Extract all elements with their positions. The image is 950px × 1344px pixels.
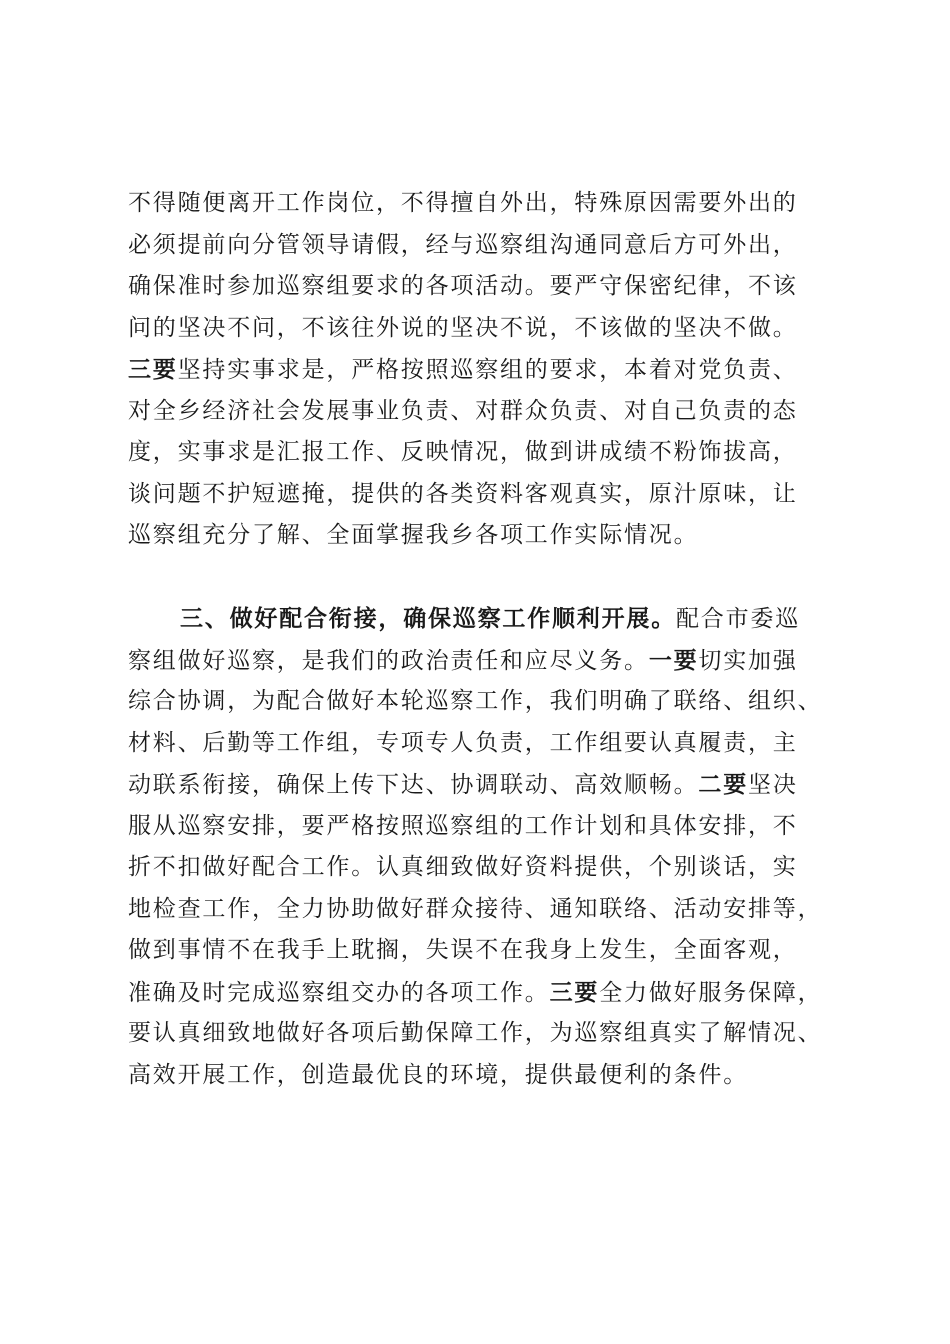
text-line xyxy=(128,640,828,682)
text-line: 必须提前向分管领导请假，经与巡察组沟通同意后方可外出， xyxy=(128,231,798,258)
text-line xyxy=(128,764,828,806)
bold-marker-san-yao: 三要 xyxy=(549,978,600,1006)
text-line: 高效开展工作，创造最优良的环境，提供最便利的条件。 xyxy=(128,1061,748,1088)
paragraph-1 xyxy=(128,183,828,557)
paragraph-2 xyxy=(128,598,828,1096)
text-line: 谈问题不护短遮掩，提供的各类资料客观真实，原汁原味，让 xyxy=(128,480,798,507)
section-heading: 三、做好配合衔接，确保巡察工作顺利开展。 xyxy=(180,605,676,632)
text-line: 巡察组充分了解、全面掌握我乡各项工作实际情况。 xyxy=(128,522,699,548)
text-line: 做到事情不在我手上耽搁，失误不在我身上发生，全面客观， xyxy=(128,937,798,963)
text-line: 材料、后勤等工作组，专项专人负责，工作组要认真履责，主 xyxy=(128,729,798,756)
text-line: 度，实事求是汇报工作、反映情况，做到讲成绩不粉饰拔高， xyxy=(128,439,798,465)
text-run: 坚决 xyxy=(748,772,798,798)
text-line: 确保准时参加巡察组要求的各项活动。要严守保密纪律，不该 xyxy=(128,273,798,299)
text-line: 折不扣做好配合工作。认真细致做好资料提供，个别谈话，实 xyxy=(128,854,798,880)
text-line: 不得随便离开工作岗位，不得擅自外出，特殊原因需要外出的 xyxy=(128,190,798,216)
text-line: 要认真细致地做好各项后勤保障工作，为巡察组真实了解情况、 xyxy=(128,1020,823,1046)
text-run: 察组做好巡察，是我们的政治责任和应尽义务。 xyxy=(128,647,649,674)
text-line: 服从巡察安排，要严格按照巡察组的工作计划和具体安排，不 xyxy=(128,812,798,839)
text-run: 动联系衔接，确保上传下达、协调联动、高效顺畅。 xyxy=(128,772,699,798)
bold-marker-san-yao: 三要 xyxy=(128,356,178,383)
bold-marker-yi-yao: 一要 xyxy=(648,646,699,674)
bold-marker-er-yao: 二要 xyxy=(698,771,749,798)
text-line: 地检查工作，全力协助做好群众接待、通知联络、活动安排等， xyxy=(128,895,823,922)
text-line: 对全乡经济社会发展事业负责、对群众负责、对自己负责的态 xyxy=(128,397,798,424)
text-line: 综合协调，为配合做好本轮巡察工作，我们明确了联络、组织、 xyxy=(128,688,823,714)
text-run: 切实加强 xyxy=(698,647,798,674)
text-line: 问的坚决不问，不该往外说的坚决不说，不该做的坚决不做。 xyxy=(128,314,798,341)
text-run: 坚持实事求是，严格按照巡察组的要求，本着对党负责、 xyxy=(177,357,798,383)
text-line xyxy=(128,972,828,1014)
text-run: 全力做好服务保障， xyxy=(599,979,823,1006)
text-run: 配合市委巡 xyxy=(676,606,800,632)
text-run: 准确及时完成巡察组交办的各项工作。 xyxy=(128,979,550,1006)
text-line xyxy=(128,598,828,640)
text-line xyxy=(128,349,828,391)
